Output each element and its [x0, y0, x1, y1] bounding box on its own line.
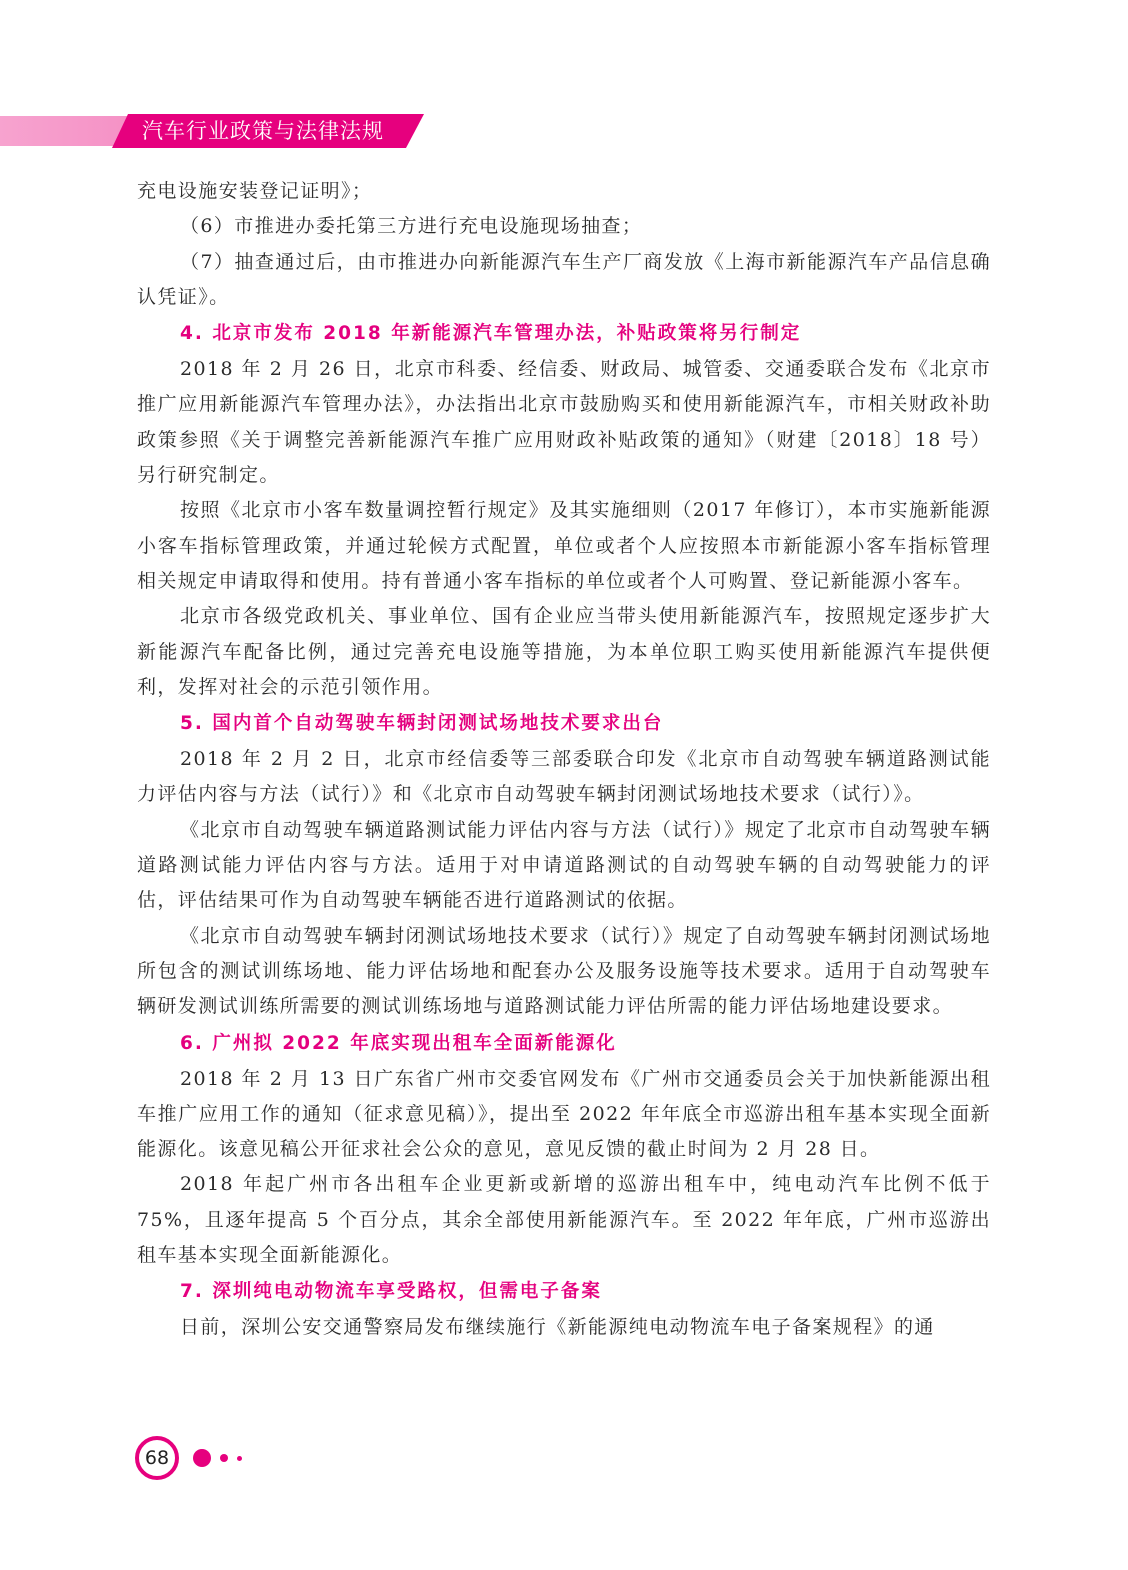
paragraph: 充电设施安装登记证明》； — [137, 180, 373, 202]
paragraph: 2018 年 2 月 2 日，北京市经信委等三部委联合印发《北京市自动驾驶车辆道路测试能力评估内容与方法（试行）》和《北京市自动驾驶车辆封闭测试场地技术要求（试行）》。 — [137, 748, 991, 806]
paragraph: 《北京市自动驾驶车辆道路测试能力评估内容与方法（试行）》规定了北京市自动驾驶车辆道路测试能力评估内容与方法。适用于对申请道路测试的自动驾驶车辆的自动驾驶能力的评估，评估结果可作为自动驾驶车辆能否进行道路测试的依据。 — [137, 818, 991, 912]
paragraph: 2018 年起广州市各出租车企业更新或新增的巡游出租车中，纯电动汽车比例不低于 75%，且逐年提高 5 个百分点，其余全部使用新能源汽车。至 2022 年年底，广州市巡游出租车基本实现全面新能源化。 — [137, 1173, 991, 1267]
paragraph: 2018 年 2 月 13 日广东省广州市交委官网发布《广州市交通委员会关于加快新能源出租车推广应用工作的通知（征求意见稿）》，提出至 2022 年年底全市巡游出租车基本实现全面新能源化。该意见稿公开征求社会公众的意见，意见反馈的截止时间为 2 月 28 日。 — [137, 1067, 991, 1161]
page-number: 68 — [144, 1447, 170, 1469]
paragraph: （7）抽查通过后，由市推进办向新能源汽车生产厂商发放《上海市新能源汽车产品信息确认凭证》。 — [137, 250, 991, 308]
decorative-dot-icon — [220, 1454, 228, 1462]
paragraph: 北京市各级党政机关、事业单位、国有企业应当带头使用新能源汽车，按照规定逐步扩大新能源汽车配备比例，通过完善充电设施等措施，为本单位职工购买使用新能源汽车提供便利，发挥对社会的示范引领作用。 — [137, 605, 991, 698]
section-heading: 4. 北京市发布 2018 年新能源汽车管理办法，补贴政策将另行制定 — [180, 323, 802, 345]
paragraph: 《北京市自动驾驶车辆封闭测试场地技术要求（试行）》规定了自动驾驶车辆封闭测试场地所包含的测试训练场地、能力评估场地和配套办公及服务设施等技术要求。适用于自动驾驶车辆研发测试训练所需要的测试训练场地与道路测试能力评估所需的能力评估场地建设要求。 — [137, 924, 991, 1018]
page-footer — [135, 1436, 265, 1486]
section-heading: 5. 国内首个自动驾驶车辆封闭测试场地技术要求出台 — [180, 713, 664, 735]
decorative-dot-icon — [237, 1456, 242, 1461]
section-heading: 6. 广州拟 2022 年底实现出租车全面新能源化 — [180, 1032, 617, 1054]
paragraph: 2018 年 2 月 26 日，北京市科委、经信委、财政局、城管委、交通委联合发布《北京市推广应用新能源汽车管理办法》，办法指出北京市鼓励购买和使用新能源汽车，市相关财政补助政策参照《关于调整完善新能源汽车推广应用财政补贴政策的通知》（财建〔2018〕18 号）另行研究制定。 — [137, 358, 991, 487]
paragraph: 日前，深圳公安交通警察局发布继续施行《新能源纯电动物流车电子备案规程》的通 — [180, 1316, 935, 1339]
section-heading: 7. 深圳纯电动物流车享受路权，但需电子备案 — [180, 1281, 602, 1303]
paragraph: 按照《北京市小客车数量调控暂行规定》及其实施细则（2017 年修订），本市实施新能源小客车指标管理政策，并通过轮候方式配置，单位或者个人应按照本市新能源小客车指标管理相关规定申请取得和使用。持有普通小客车指标的单位或者个人可购置、登记新能源小客车。 — [137, 499, 991, 592]
page-body — [137, 174, 991, 1346]
running-header-title: 汽车行业政策与法律法规 — [142, 119, 384, 143]
decorative-dot-icon — [193, 1449, 211, 1467]
paragraph: （6）市推进办委托第三方进行充电设施现场抽查； — [180, 215, 643, 238]
